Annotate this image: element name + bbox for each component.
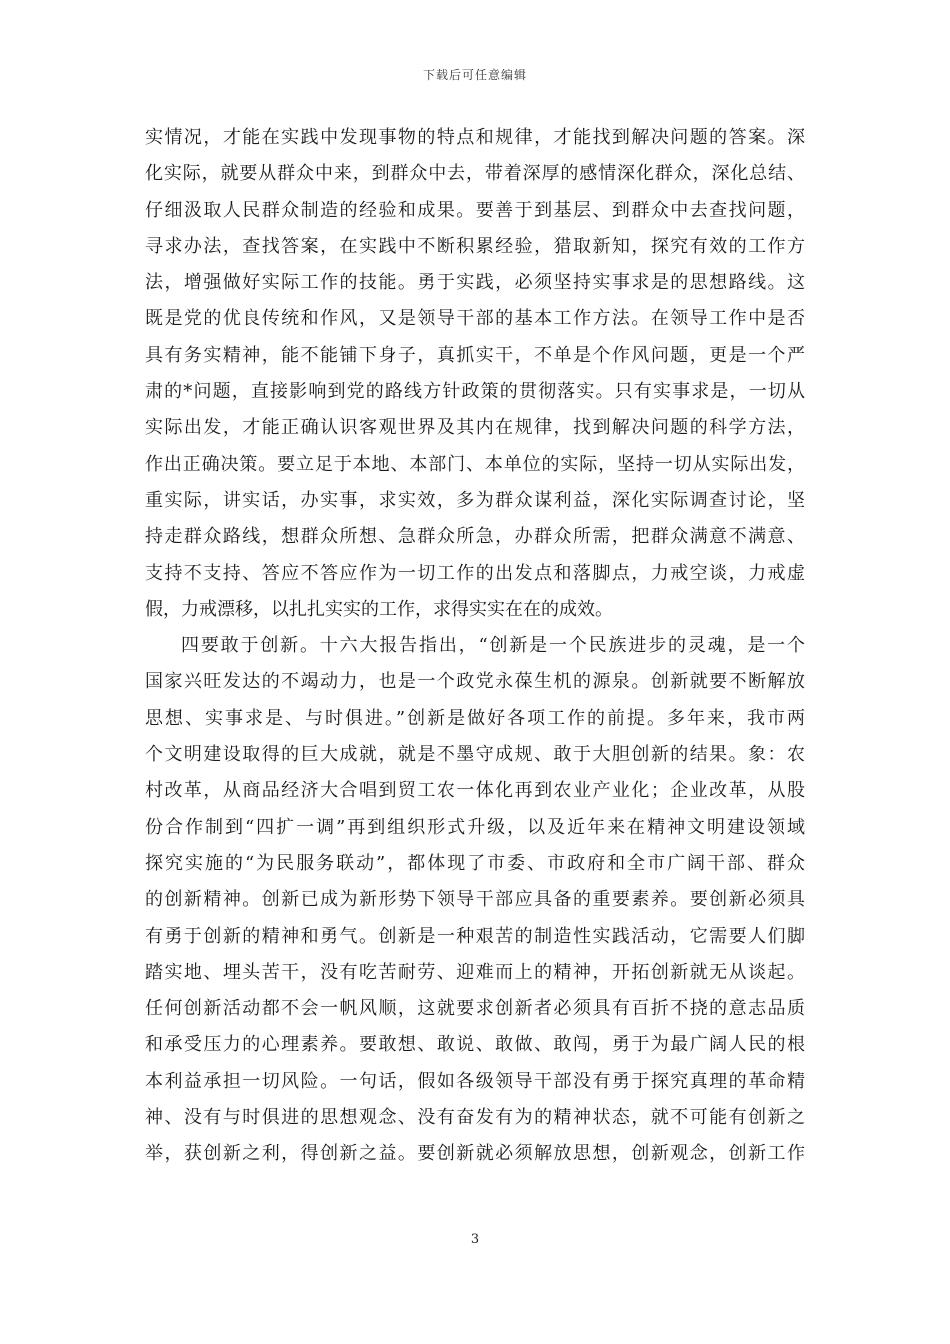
text-line: 法，增强做好实际工作的技能。勇于实践，必须坚持实事求是的思想路线。这	[145, 272, 805, 294]
text-line: 探究实施的“为民服务联动”，都体现了市委、市政府和全市广阔干部、群众	[145, 852, 805, 874]
text-line: 肃的*问题，直接影响到党的路线方针政策的贯彻落实。只有实事求是，一切从	[145, 381, 805, 403]
text-line: 本利益承担一切风险。一句话，假如各级领导干部没有勇于探究真理的革命精	[145, 1070, 805, 1092]
text-line: 化实际，就要从群众中来，到群众中去，带着深厚的感情深化群众，深化总结、	[145, 163, 805, 185]
text-line: 村改革，从商品经济大合唱到贸工农一体化再到农业产业化；企业改革，从股	[145, 780, 805, 802]
text-line: 的创新精神。创新已成为新形势下领导干部应具备的重要素养。要创新必须具	[145, 889, 805, 911]
paragraph-end-line: 假，力戒漂移，以扎扎实实的工作，求得实实在在的成效。	[145, 598, 613, 620]
text-line: 持走群众路线，想群众所想、急群众所急，办群众所需，把群众满意不满意、	[145, 526, 805, 548]
text-line: 仔细汲取人民群众制造的经验和成果。要善于到基层、到群众中去查找问题，	[145, 199, 805, 221]
page-header: 下载后可任意编辑	[422, 68, 527, 82]
text-line: 实际出发，才能正确认识客观世界及其内在规律，找到解决问题的科学方法，	[145, 417, 805, 439]
text-line: 份合作制到“四扩一调”再到组织形式升级，以及近年来在精神文明建设领域	[145, 816, 805, 838]
text-line: 有勇于创新的精神和勇气。创新是一种艰苦的制造性实践活动，它需要人们脚	[145, 925, 805, 947]
text-line: 个文明建设取得的巨大成就，就是不墨守成规、敢于大胆创新的结果。象：农	[145, 744, 805, 766]
text-line: 神、没有与时俱进的思想观念、没有奋发有为的精神状态，就不可能有创新之	[145, 1107, 805, 1129]
paragraph-start-line: 四要敢于创新。十六大报告指出，“创新是一个民族进步的灵魂，是一个	[181, 635, 805, 657]
text-line: 实情况，才能在实践中发现事物的特点和规律，才能找到解决问题的答案。深	[145, 127, 805, 148]
text-line: 思想、实事求是、与时俱进。”创新是做好各项工作的前提。多年来，我市两	[145, 707, 805, 729]
document-body	[145, 120, 805, 1173]
text-line: 支持不支持、答应不答应作为一切工作的出发点和落脚点，力戒空谈，力戒虚	[145, 562, 805, 584]
text-line: 具有务实精神，能不能铺下身子，真抓实干，不单是个作风问题，更是一个严	[145, 344, 805, 366]
page-number: 3	[470, 1232, 480, 1247]
text-line: 举，获创新之利，得创新之益。要创新就必须解放思想，创新观念，创新工作	[145, 1143, 805, 1165]
text-line: 作出正确决策。要立足于本地、本部门、本单位的实际，坚持一切从实际出发，	[145, 453, 805, 475]
text-line: 国家兴旺发达的不竭动力，也是一个政党永葆生机的源泉。创新就要不断解放	[145, 671, 805, 693]
text-line: 踏实地、埋头苦干，没有吃苦耐劳、迎难而上的精神，开拓创新就无从谈起。	[145, 961, 805, 983]
text-line: 寻求办法，查找答案，在实践中不断积累经验，猎取新知，探究有效的工作方	[145, 235, 805, 257]
text-line: 和承受压力的心理素养。要敢想、敢说、敢做、敢闯，勇于为最广阔人民的根	[145, 1034, 805, 1056]
text-line: 重实际，讲实话，办实事，求实效，多为群众谋利益，深化实际调查讨论，坚	[145, 489, 805, 511]
text-line: 既是党的优良传统和作风，又是领导干部的基本工作方法。在领导工作中是否	[145, 308, 805, 330]
text-line: 任何创新活动都不会一帆风顺，这就要求创新者必须具有百折不挠的意志品质	[145, 998, 805, 1020]
